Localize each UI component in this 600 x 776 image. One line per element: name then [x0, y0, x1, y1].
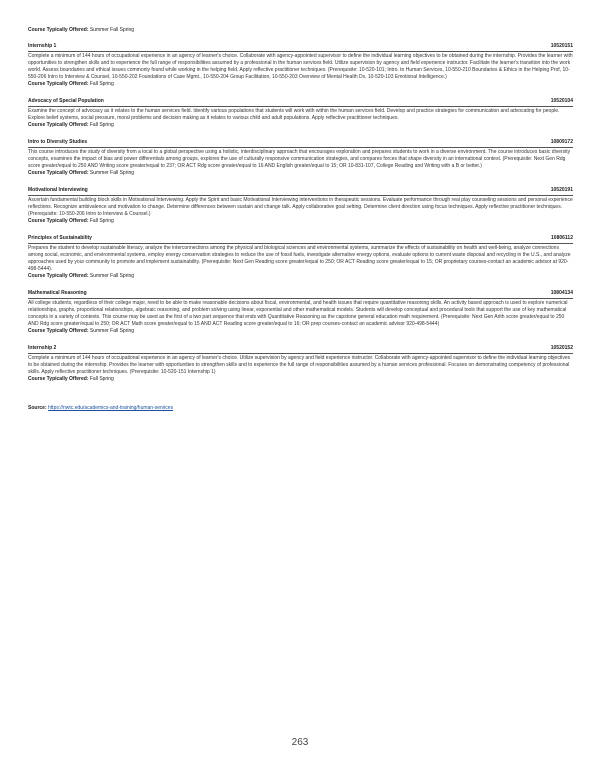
course-title: Internship 1	[28, 43, 57, 49]
offered-value: Fall Spring	[89, 81, 114, 87]
course-description: Complete a minimum of 144 hours of occupational experience in an agency of learner's choice. Utilize supervision by agency and field experience instructor. Collaborate with agency-appointed supervisor to define the individual learning objectives to be obtained during the internship. Provides the learner with opportunities to strengthen skills and to experience the full range of responsibilities assumed by a human services professional. Focuses on demonstrating competency of professional skills. Apply reflective practitioner techniques. (Prerequisite: 10-520-151 Internship 1)	[28, 355, 571, 375]
course-code: 10520151	[550, 43, 573, 49]
offered-label: Course Typically Offered:	[28, 218, 89, 224]
course-title: Motivational Interviewing	[28, 187, 88, 193]
course-motivational-interviewing	[28, 187, 573, 225]
offered-value: Summer Fall Spring	[89, 170, 135, 176]
course-code: 10806112	[551, 235, 573, 241]
course-code: 10520104	[550, 98, 573, 104]
offered-label: Course Typically Offered:	[28, 273, 89, 279]
source-label: Source:	[28, 405, 47, 411]
course-title: Intro to Diversity Studies	[28, 139, 88, 145]
course-header	[28, 98, 573, 107]
course-offered	[28, 328, 573, 335]
course-title: Internship 2	[28, 345, 57, 351]
course-code: 10809172	[550, 139, 573, 145]
document-page	[28, 27, 573, 412]
course-header	[28, 187, 573, 196]
course-mathematical-reasoning	[28, 290, 573, 335]
offered-label: Course Typically Offered:	[28, 328, 89, 334]
course-description: Complete a minimum of 144 hours of occupational experience in an agency of learner's choice. Collaborate with agency-appointed supervisor to define the individual learning objectives to be obtained during the internship. Provides the learner with opportunities to strengthen skills and to experience the full range of responsibilities assumed by a professional in the human services field. Utilize supervision by agency and field experience instructor. Facilitate the learner's transition into the work world. Assess boundaries and ethical issues commonly found while working in the helping field. Apply reflective practitioner techniques. (Prerequisite: 10-520-101; Intro. to Human Services, 10-550-210 Boundaries & Ethics in the Helping Prof, 10-550-206 Intro to Interview & Counsel, 10-550-202 Foundations of Case Mgmt., 10-550-204 Group Facilitation, 10-550-203 Overview of Mental Health Dx, 10-520-103 Emotional Intelligence.)	[28, 53, 573, 80]
course-offered	[28, 81, 573, 88]
course-offered	[28, 273, 573, 280]
page-number: 263	[291, 737, 309, 748]
offered-label: Course Typically Offered:	[28, 376, 89, 382]
course-header	[28, 139, 573, 148]
offered-value: Fall Spring	[89, 376, 114, 382]
course-header	[28, 43, 573, 52]
offered-value: Summer Fall Spring	[89, 273, 135, 279]
course-description: Prepares the student to develop sustainable literacy, analyze the interconnections among the physical and biological sciences and environmental systems, summarize the effects of sustainability on health and well-being, analyze connections among social, economic, and environmental systems, employ energy conservation strategies to reduce the use of fossil fuels, investigate alternative energy options, evaluate options to current waste disposal and recycling in the U.S., and analyze approaches used by your community to promote and implement sustainability. (Prerequisite: Next Gen Reading score greater/equal to 250; OR ACT Reading score greater/equal to 15; OR proprietary courses-contact an academic advisor at 920-498-5444).	[28, 245, 571, 272]
course-offered	[28, 376, 573, 383]
course-description: Examine the concept of advocacy as it relates to the human services field. Identify various populations that students will work with within the human services field. Develop and practice strategies for communication and advocating for people. Explore belief systems, social pressure, moral problems and decision making as it relates to various child and adult populations. Apply reflective practitioner techniques.	[28, 108, 560, 121]
course-description: Ascertain fundamental building block skills in Motivational Interviewing. Apply the Spirit and basic Motivational Interviewing interventions in therapeutic sessions. Evaluate performance through real play counseling sessions and personal experience reflections. Recognize ambivalence and motivation to change. Determine differences between sustain and change talk. Apply collaborative goal setting. Determine client direction using focus techniques. Apply reflective practitioner techniques. (Prerequisite: 10-550-206 Intro to Interview & Counsel.)	[28, 197, 573, 217]
course-title: Advocacy of Special Population	[28, 98, 104, 104]
top-course-offered	[28, 27, 573, 34]
course-code: 10804134	[550, 290, 573, 296]
course-description: All college students, regardless of their college major, need to be able to make reasonable decisions about fiscal, environmental, and health issues that require quantitative reasoning skills. An activity based approach is used to explore numerical relationships, graphs, proportional relationships, algebraic reasoning, and problem solving using linear, exponential and other mathematical models. Students will develop conceptual and procedural tools that support the use of key mathematical concepts in a variety of contexts. This course may be used as the first of a two part sequence that ends with Quantitative Reasoning as the capstone general education math requirement. (Prerequisite: Next Gen Arith score greater/equal to 250 AND Rdg score greater/equal to 250; OR ACT Math score greater/equal to 15 AND ACT Reading score greater/equal to 16; OR prep courses-contact an academic advisor 920-498-5444)	[28, 300, 568, 327]
course-offered	[28, 218, 573, 225]
course-sustainability	[28, 235, 573, 280]
course-offered	[28, 122, 573, 129]
course-code: 10520152	[550, 345, 573, 351]
offered-value: Summer Fall Spring	[89, 328, 135, 334]
course-description: This course introduces the study of diversity from a local to a global perspective using a holistic, interdisciplinary approach that encourages exploration and prepares students to work in a diverse environment. The course introduces basic diversity concepts, examines the impact of bias and power differentials among groups, explores the use of culturally responsive communication strategies, and compares forces that shape diversity in an international context. (Prerequisite: Next Gen Rdg score greater/equal to 250 AND Writing score greater/equal to 237; OR ACT Rdg score greater/equal to 16 AND English greater/equal to 15; OR 10-831-107, College Reading and Writing with a B or better.)	[28, 149, 571, 169]
course-title: Mathematical Reasoning	[28, 290, 87, 296]
offered-label: Course Typically Offered:	[28, 122, 89, 128]
course-diversity	[28, 139, 573, 177]
course-internship-2	[28, 345, 573, 383]
offered-value: Fall Spring	[89, 122, 114, 128]
offered-value: Summer Fall Spring	[89, 27, 135, 33]
source-link[interactable]: https://nwtc.edu/academics-and-training/human-services	[48, 405, 174, 411]
offered-label: Course Typically Offered:	[28, 81, 89, 87]
course-header	[28, 345, 573, 354]
course-internship-1	[28, 43, 573, 88]
course-header	[28, 235, 573, 244]
offered-label: Course Typically Offered:	[28, 27, 89, 33]
course-title: Principles of Sustainability	[28, 235, 92, 241]
offered-value: Fall Spring	[89, 218, 114, 224]
course-offered	[28, 170, 573, 177]
course-header	[28, 290, 573, 299]
course-code: 10520191	[550, 187, 573, 193]
offered-label: Course Typically Offered:	[28, 170, 89, 176]
source-line	[28, 405, 573, 412]
course-advocacy	[28, 98, 573, 129]
